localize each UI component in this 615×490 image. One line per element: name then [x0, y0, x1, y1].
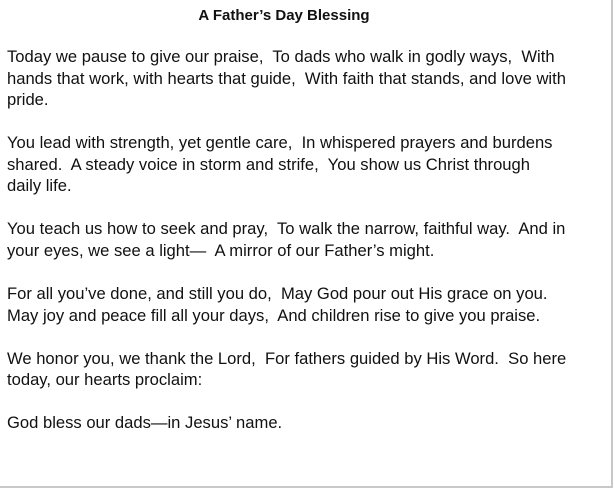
poem-stanza-3: You teach us how to seek and pray, To walk the narrow, faithful way. And in your eyes, we see a light— A mirror of our Father’s might. — [7, 219, 571, 260]
poem-stanza-1: Today we pause to give our praise, To dads who walk in godly ways, With hands that work, with hearts that guide, With faith that stands, and love with pride. — [7, 47, 571, 109]
poem-stanza-2: You lead with strength, yet gentle care, In whispered prayers and burdens shared. A steady voice in storm and strife, You show us Christ through daily life. — [7, 133, 558, 196]
poem-title: A Father’s Day Blessing — [198, 7, 370, 24]
poem-stanza-5: We honor you, we thank the Lord, For fathers guided by His Word. So here today, our hearts proclaim: — [7, 348, 571, 390]
poem-body — [7, 46, 571, 434]
poem-closing-line: God bless our dads—in Jesus’ name. — [7, 413, 283, 433]
poem-stanza-4: For all you’ve done, and still you do, May God pour out His grace on you. May joy and peace fill all your days, And children rise to give you praise. — [7, 284, 557, 325]
